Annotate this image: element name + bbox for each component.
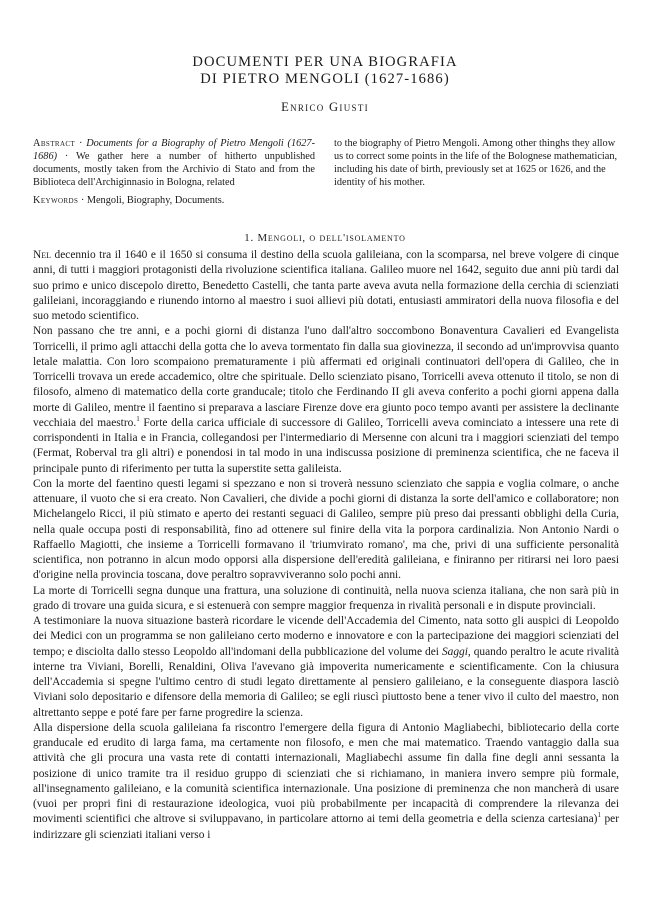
keywords-label: Keywords [33,195,79,206]
footnote-ref-1[interactable]: 1 [136,414,140,423]
article-title-line-2: DI PIETRO MENGOLI (1627-1686) [200,71,450,87]
paragraph-1-lead: Nel [33,249,51,261]
abstract-text-left: · We gather here a number of hitherto unpublished documents, mostly taken from the Archivio di Stato and from the Biblioteca dell'Archiginnasio in Bologna, related [33,151,315,189]
paragraph-6-text-a: Alla dispersione della scuola galileiana fa riscontro l'emergere della figura di Antonio Magliabechi, bibliotecario della corte granducale ed erudito di larga fama, ma certamente non filosofo, e men che mai matematico. Traendo vantaggio dalla sua attività che gli procura una vasta rete di contatti internazionali, Magliabechi assume fin dalla fine degli anni sessanta la posizione di unico tramite tra il residuo gruppo di scienziati che si richiamano, in maniera invero sempre più formale, all'insegnamento galileiano, e la comunità scientifica internazionale. Una posizione di preminenza che non mancherà di usare (vuoi per propri fini di restaurazione ideologica, vuoi più probabilmente per incapacità di comprendere la rilevanza dei movimenti scientifici che altrove si sviluppavano, in particolare attorno ai temi della geometria e della scienza cartesiana) [33,721,619,826]
abstract-english-title: Documents for a Biography of Pietro Mengoli (1627-1686) [33,138,315,163]
paragraph-6 [33,721,619,843]
abstract-text-right: to the biography of Pietro Mengoli. Among other thinghs they allow us to correct some points in the life of the Bolognese mathematician, including his date of birth, previously set at 1625 or 1626, and the identity of his mother. [334,138,618,189]
section-number: 1. [244,232,254,244]
abstract-right-column [334,137,619,189]
paragraph-2 [33,324,619,477]
paragraph-2-text-a: Non passano che tre anni, e a pochi giorni di distanza l'uno dall'altro soccombono Bonaventura Cavalieri ed Evangelista Torricelli, il primo agli attacchi della gotta che lo aveva tormentato fin dalla sua giovinezza, il secondo ad un'improvvisa quanto letale malattia. Con loro scompaiono prematuramente i più affermati ed originali continuatori dell'opera di Galileo, che in Torricelli trovava un erede accademico, oltre che spirituale. Dello scienziato pisano, Torricelli aveva ottenuto il titolo, se non di filosofo, almeno di matematico della corte granducale; titolo che Ferdinando II gli aveva conferito a pochi giorni appena dalla morte di Galileo, mentre il faentino si preparava a lasciare Firenze dove era giunto poco tempo avanti per assistere la declinante vecchiaia del maestro. [33,325,619,429]
paragraph-6-text-b: per indirizzare gli scienziati italiani verso i [33,813,619,841]
body-text [33,248,619,843]
section-title: Mengoli, o dell'isolamento [257,232,406,244]
abstract-left-column [33,137,315,189]
keywords-list: Mengoli, Biography, Documents. [86,195,225,206]
paragraph-4-text: La morte di Torricelli segna dunque una frattura, una soluzione di continuità, nella nuova scienza italiana, che non sarà più in grado di trovare una guida sicura, e si estenuerà con sempre maggior frequenza in rivalità personali e in dispute provinciali. [33,584,619,612]
footnote-ref-2[interactable]: 1 [597,811,601,820]
paragraph-5 [33,614,619,721]
paragraph-1 [33,248,619,324]
article-title-line-1: DOCUMENTI PER UNA BIOGRAFIA [192,54,458,70]
paragraph-1-text: decennio tra il 1640 e il 1650 si consuma il destino della scuola galileiana, con la scomparsa, nel breve volgere di cinque anni, di tutti i maggiori protagonisti della rivoluzione scientifica italiana. Galileo muore nel 1642, seguito due anni più tardi dal suo primo e unico discepolo diretto, Benedetto Castelli, che tanta parte aveva avuta nella formazione della cerchia di scienziati galileiani, incoraggiando e riunendo intorno al maestro i suoi allievi più dotati, entusiasti ammiratori della nuova filosofia e del suo metodo scientifico. [33,249,619,322]
abstract-separator: · [75,138,87,149]
paragraph-3-text: Con la morte del faentino questi legami si spezzano e non si troverà nessuno scienziato che sappia e voglia colmare, o anche attenuare, il vuoto che si era creato. Non Cavalieri, che divide a pochi giorni di distanza la sorte dell'amico e collaboratore; non Michelangelo Ricci, il più stimato e aperto dei restanti seguaci di Galileo, sempre più preso dai pressanti obblighi della Curia, nella quale occupa posti di responsabilità, fino ad ottenere sul finire della vita la porpora cardinalizia. Non Antonio Nardi o Raffaello Magiotti, che insieme a Torricelli formavano il 'triumvirato romano', ma che, privi di una sufficiente personalità scientifica, non potranno in alcun modo opporsi alla dispersione dell'eredità galileiana, e finiranno per ritirarsi nei loro paesi d'origine nella provincia toscana, dove peraltro sopravviveranno solo pochi anni. [33,477,619,582]
author-name: Enrico Giusti [281,100,369,114]
paragraph-4 [33,584,619,615]
abstract-label: Abstract [33,138,76,149]
section-heading [0,232,650,244]
keywords-separator: · [78,195,87,206]
keywords-line [33,195,333,206]
paragraph-5-text-b: , quando peraltro le acute rivalità interne tra Viviani, Borelli, Renaldini, Oliva l'avevano già impoverita numericamente e scientificamente. Con la chiusura dell'Accademia si spegne l'ultimo centro di studi legato direttamente al pensiero galileiano, e la conseguente diaspora lasciò Viviani solo depositario e difensore della memoria di Galileo; se egli riuscì piuttosto bene a tener vivo il culto del maestro, non altrettanto seppe e poté fare per farne progredire la scienza. [33,645,619,719]
saggi-italic: Saggi [441,645,468,658]
paragraph-5-text-a: A testimoniare la nuova situazione basterà ricordare le vicende dell'Accademia del Cimento, nata sotto gli auspici di Leopoldo dei Medici con un programma se non galileiano certo moderno e innovatore e con la partecipazione dei maggiori scienziati del tempo; e disciolta dallo stesso Leopoldo all'indomani della pubblicazione del volume dei [33,615,619,658]
paragraph-2-text-b: Forte della carica ufficiale di successore di Galileo, Torricelli aveva cominciato a intessere una rete di corrispondenti in Italia e in Francia, collegandosi per l'intermediario di Mersenne con alcuni tra i maggiori scienziati del tempo (Fermat, Roberval tra gli altri) e ponendosi in tal modo in una indiscussa posizione di preminenza scientifica, che ne faceva il principale punto di riferimento per tutta la superstite setta galileista. [33,416,620,475]
paragraph-3 [33,477,619,584]
